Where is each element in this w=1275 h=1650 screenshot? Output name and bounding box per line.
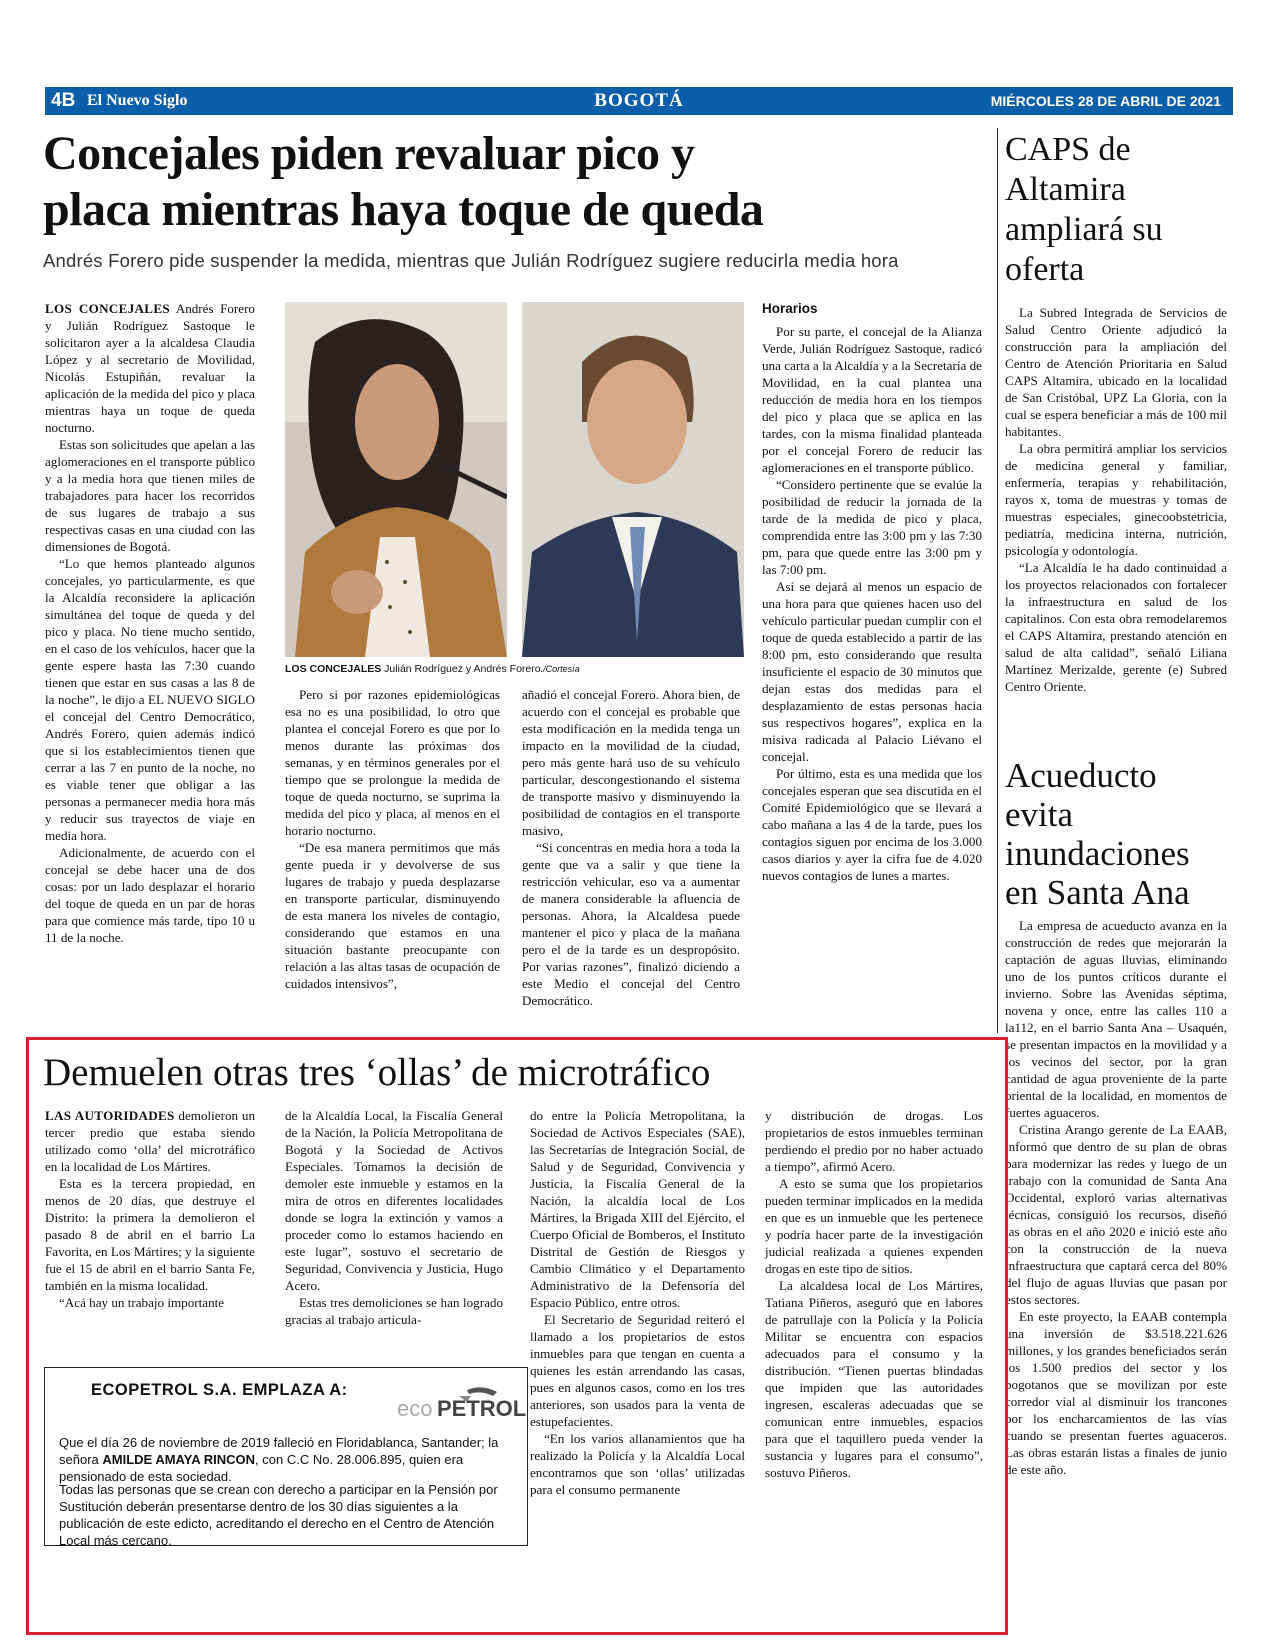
caption-text: Julián Rodríguez y Andrés Forero: [381, 663, 541, 675]
page-header-bar: [45, 87, 1233, 115]
photo-andres-forero: [522, 302, 744, 657]
paragraph: Adicionalmente, de acuerdo con el concejal se debe hacer una de dos cosas: por un lado desplazar el horario del toque de queda en un par de horas para que comience más tarde, tipo 10 u 11 de la noche.: [45, 845, 255, 945]
logo-text-b: PETROL: [437, 1396, 527, 1421]
main-column-4: [762, 300, 982, 884]
publication-name: El Nuevo Siglo: [87, 92, 188, 109]
ecopetrol-notice: [44, 1367, 528, 1546]
paragraph: Andrés Forero y Julián Rodríguez Sastoque le solicitaron ayer a la alcaldesa Claudia López y al secretario de Movilidad, Nicolás Estupiñán, revaluar la aplicación de la medida del pico y placa mientras haya un toque de queda nocturno.: [45, 301, 255, 435]
paragraph: demolieron un tercer predio que estaba siendo utilizado como ‘olla’ del microtráfico en la localidad de Los Mártires.: [45, 1108, 255, 1174]
paragraph: y distribución de drogas. Los propietarios de estos inmuebles terminan perdiendo el predio por no haber actuado a tiempo”, afirmó Acero.: [765, 1108, 983, 1174]
lead-in: LAS AUTORIDADES: [45, 1108, 175, 1123]
story2-column-3: [530, 1107, 745, 1498]
lead-in: LOS CONCEJALES: [45, 301, 170, 316]
main-column-1: [45, 300, 255, 946]
paragraph: Esta es la tercera propiedad, en menos de 20 días, que destruye el Distrito: la primera la demolieron el pasado 8 de abril en el barrio La Favorita, en Los Mártires; y la siguiente fue el 15 de abril en el barrio Santa Fe, también en la misma localidad.: [45, 1176, 255, 1293]
ecopetrol-logo: [397, 1384, 527, 1424]
paragraph: La obra permitirá ampliar los servicios de medicina general y familiar, enfermería, terapias y rehabilitación, rayos x, toma de muestras y tomas de muestras especiales, ginecoobstetricia, pediatría, medicina interna, nutrición, psicología y odontología.: [1005, 441, 1227, 558]
main-headline-line1: Concejales piden revaluar pico y: [43, 127, 695, 180]
paragraph: “En los varios allanamientos que ha realizado la Policía y la Alcaldía Local encontramos que son ‘ollas’ utilizadas para el consumo permanente: [530, 1431, 745, 1497]
paragraph: Por último, esta es una medida que los concejales esperan que sea discutida en el Comité Epidemiológico que se llevará a cabo mañana a las 4 de la tarde, pues los contagios siguen por encima de los 3.000 casos diarios y ayer la cifra fue de 4.020 nuevos contagios de lunes a martes.: [762, 766, 982, 883]
paragraph: Cristina Arango gerente de La EAAB, informó que dentro de su plan de obras para modernizar las redes y luego de un trabajo con la comunidad de Santa Ana Occidental, exploró varias alternativas técnicas, consiguió los recursos, diseñó las obras en el año 2020 e inició este año con la construcción de la nueva infraestructura que captará cerca del 80% del flujo de aguas lluvias que pasan por estos sectores.: [1005, 1122, 1227, 1307]
story2-headline: Demuelen otras tres ‘ollas’ de microtráfico: [43, 1051, 711, 1094]
notice-name: AMILDE AMAYA RINCON: [102, 1452, 256, 1467]
paragraph: do entre la Policía Metropolitana, la Sociedad de Activos Especiales (SAE), las Secretarías de Integración Social, de Salud y de Seguridad, Convivencia y Justicia, la Fiscalía General de la Nación, la alcaldía local de Los Mártires, la Brigada XIII del Ejército, el Cuerpo Oficial de Bomberos, el Instituto Distrital de Gestión de Riesgos y Cambio Climático y el Departamento Administrativo de la Defensoría del Espacio Público, entre otros.: [530, 1108, 745, 1310]
sidebar-headline-acueducto: Acueducto evita inundaciones en Santa Ana: [1005, 756, 1190, 912]
sidebar-story-acueducto: [1005, 917, 1227, 1478]
issue-date: MIÉRCOLES 28 DE ABRIL DE 2021: [990, 93, 1221, 109]
paragraph: Estas son solicitudes que apelan a las aglomeraciones en el transporte público y a la media hora que tienen miles de trabajadores para hacer los recorridos de sus lugares de trabajo a sus respectivas casas en una ciudad con las dimensiones de Bogotá.: [45, 437, 255, 554]
paragraph: Así se dejará al menos un espacio de una hora para que quienes hacen uso del vehículo particular puedan cumplir con el toque de queda establecido a partir de las 8:00 pm, esto considerando que resulta insuficiente el espacio de 30 minutos que dejan estas dos medidas para el desplazamiento de estas personas hacia sus respectivos hogares”, explica en la misiva radicada al Palacio Liévano el concejal.: [762, 579, 982, 764]
caption-lead: LOS CONCEJALES: [285, 663, 382, 675]
paragraph: “Si concentras en media hora a toda la gente que va a salir y que tiene la restricción vehicular, eso va a aumentar de manera considerable la afluencia de personas. Ahora, la Alcaldesa puede mantener el pico y placa de la mañana pero el de la tarde es un despropósito. Por varias razones”, finalizó diciendo a este Medio el concejal del Centro Democrático.: [522, 840, 740, 1008]
photo-caption: [285, 663, 745, 675]
section-name: BOGOTÁ: [594, 90, 684, 111]
paragraph: Pero si por razones epidemiológicas esa no es una posibilidad, lo otro que plantea el concejal Forero es que por lo menos durante las próximas dos semanas, y en términos generales por el tiempo que se prolongue la medida de toque de queda nocturno, se suprima la medida del pico y placa, al menos en el horario nocturno.: [285, 687, 500, 838]
paragraph: “Acá hay un trabajo importante: [59, 1295, 225, 1310]
notice-title: ECOPETROL S.A. EMPLAZA A:: [91, 1381, 348, 1399]
paragraph: añadió el concejal Forero. Ahora bien, de acuerdo con el concejal es probable que esta modificación en la medida tenga un impacto en la movilidad de la ciudad, pero más gente hará uso de su vehículo particular, descongestionando el sistema de transporte masivo y disminuyendo la posibilidad de contagios en el transporte masivo,: [522, 687, 740, 838]
paragraph: Estas tres demoliciones se han logrado gracias al trabajo articula-: [285, 1295, 503, 1327]
main-headline-line2: placa mientras haya toque de queda: [43, 183, 764, 236]
story2-column-1: [45, 1107, 255, 1311]
sidebar-headline-caps: CAPS de Altamira ampliará su oferta: [1005, 131, 1163, 288]
story2-column-2: [285, 1107, 503, 1328]
main-column-2: [285, 686, 500, 992]
paragraph: “Lo que hemos planteado algunos concejales, yo particularmente, es que la Alcaldía reconsidere la aplicación simultánea del toque de queda y del pico y placa. No tiene mucho sentido, en el caso de los vehículos, hacer que la gente espere hasta las 7:30 cuando tienen que estar en sus casas a las 8 de la noche”, le dijo a EL NUEVO SIGLO el concejal del Centro Democrático, Andrés Forero, quien además indicó que si los establecimientos tienen que cerrar a las 7 en punto de la noche, no es viable tener que obligar a las personas a permanecer media hora más y reducir sus trayectos de viaje en media hora.: [45, 556, 255, 843]
paragraph: “Considero pertinente que se evalúe la posibilidad de reducir la jornada de la tarde de la medida de pico y placa, comprendida entre las 3:00 pm y las 7:30 pm, para que quede entre las 3:00 pm y las 7:00 pm.: [762, 477, 982, 577]
paragraph: de la Alcaldía Local, la Fiscalía General de la Nación, la Policía Metropolitana de Bogotá y la Sociedad de Activos Especiales. Tomamos la decisión de demoler este inmueble y estamos en la mira de otros en diferentes localidades donde se logra la extinción y vamos a proceder como lo estamos haciendo en este lugar”, sostuvo el secretario de Seguridad, Convivencia y Justicia, Hugo Acero.: [285, 1108, 503, 1293]
paragraph: A esto se suma que los propietarios pueden terminar implicados en la medida en que es un inmueble que les pertenece y podría hacer parte de la investigación judicial realizada a quienes expenden drogas en este tipo de sitios.: [765, 1176, 983, 1276]
main-deck: Andrés Forero pide suspender la medida, mientras que Julián Rodríguez sugiere reducirla media hora: [43, 250, 899, 271]
paragraph: En este proyecto, la EAAB contempla una inversión de $3.518.221.626 millones, y los grandes beneficiados serán los 1.500 predios del sector y los bogotanos que se movilizan por este corredor vial al disminuir los trancones por los encharcamientos de las vías cuando se presentan fuertes aguaceros. Las obras estarán listas a finales de junio de este año.: [1005, 1309, 1227, 1477]
sidebar-story-caps: [1005, 304, 1227, 695]
main-headline: [43, 126, 983, 238]
notice-text: , con C.C No. 28.006.895, quien era pensionado de esta sociedad.: [59, 1452, 464, 1484]
paragraph: “La Alcaldía le ha dado continuidad a los proyectos relacionados con fortalecer la infraestructura en salud de los capitalinos. Con esta obra remodelaremos el CAPS Altamira, prestando atención en salud de alta calidad”, señaló Liliana Martínez Merizalde, gerente (e) Subred Centro Oriente.: [1005, 560, 1227, 694]
paragraph: La Subred Integrada de Servicios de Salud Centro Oriente adjudicó la construcción para la ampliación del Centro de Atención Prioritaria en Salud CAPS Altamira, ubicado en la localidad de San Cristóbal, UPZ La Gloria, con la cual se espera beneficiar a más de 100 mil habitantes.: [1005, 305, 1227, 439]
paragraph: El Secretario de Seguridad reiteró el llamado a los propietarios de estos inmuebles para que tengan en cuenta a quienes les están arrendando las casas, pues en algunos casos, como en los tres anteriores, son usados para la venta de estupefacientes.: [530, 1312, 745, 1429]
paragraph: Por su parte, el concejal de la Alianza Verde, Julián Rodríguez Sastoque, radicó una carta a la Alcaldía y a la Secretaría de Movilidad, en la cual plantea una reducción de media hora en los tiempos del pico y placa que se aplica en las tardes, con la misma finalidad planteada por el concejal Forero de reducir las aglomeraciones en el transporte público.: [762, 324, 982, 475]
paragraph: La alcaldesa local de Los Mártires, Tatiana Piñeros, aseguró que en labores de patrullaje con la Policía y la Policía Militar se encuentra con espacios adecuados para el consumo y la distribución. “Tienen puertas blindadas que impiden que las autoridades ingresen, escaleras adecuadas que se comunican entre inmuebles, espacios para que el taquillero pueda vender la sustancia y lugares para el consumo”, sostuvo Piñeros.: [765, 1278, 983, 1480]
notice-body-1: [59, 1434, 517, 1485]
sidebar-divider: [997, 128, 998, 1033]
caption-credit: ./Cortesía: [540, 664, 580, 674]
story2-column-4: [765, 1107, 983, 1481]
notice-text: Que el día 26 de noviembre de 2019 falleció en Floridablanca, Santander; la señora: [59, 1435, 499, 1467]
notice-body-2: Todas las personas que se crean con derecho a participar en la Pensión por Sustitución deberán presentarse dentro de los 30 días siguientes a la publicación de este edicto, acreditando el derecho en el Centro de Atención Local más cercano.: [59, 1482, 498, 1548]
page-number: 4B: [51, 90, 76, 111]
paragraph: La empresa de acueducto avanza en la construcción de redes que mejorarán la captación de aguas lluvias, eliminando uno de los puntos críticos durante el invierno. Sobre las Avenidas séptima, novena y once, entre las calles 110 a la112, en el barrio Santa Ana – Usaquén, se presentan impactos en la movilidad y a los vecinos del sector, por la gran cantidad de agua proveniente de la parte oriental de la localidad, en momentos de fuertes aguaceros.: [1005, 918, 1227, 1120]
logo-text-a: eco: [397, 1396, 433, 1421]
main-column-3: [522, 686, 740, 1009]
paragraph: “De esa manera permitimos que más gente pueda ir y devolverse de sus lugares de trabajo y pueda desplazarse en transporte particular, disminuyendo de esta manera los niveles de contagio, considerando que estamos en una situación bastante preocupante con relación a las altas tasas de ocupación de cuidados intensivos”,: [285, 840, 500, 991]
photo-julian-rodriguez: [285, 302, 507, 657]
subhead-horarios: Horarios: [762, 301, 818, 316]
